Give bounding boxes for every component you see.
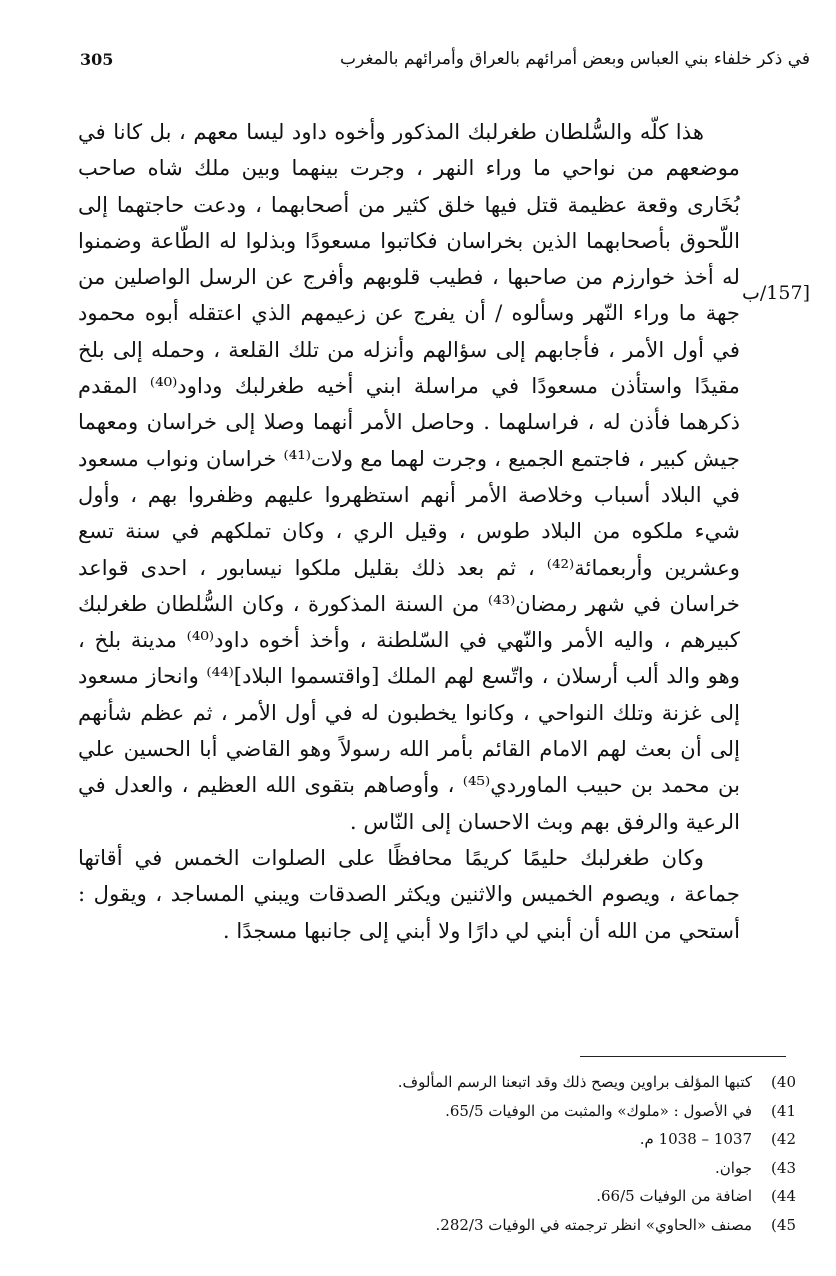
footnotes [120,1068,796,1239]
footnote-divider [580,1056,786,1057]
footnote-number: (40 [771,1073,796,1091]
footnote-number: (43 [771,1158,796,1177]
footnote-number: (45 [771,1215,796,1234]
page-number: 305 [80,49,114,69]
footnote [120,1154,796,1183]
footnote-number: (41 [771,1101,796,1120]
footnote-text: 1037 – 1038 م. [639,1130,752,1148]
footnote-number: (44 [771,1187,796,1205]
paragraph: هذا كلّه والسُّلطان طغرلبك المذكور وأخوه داود ليسا معهم ، بل كانا في موضعهم من نواحي ما وراء النهر ، وجرت بينهما وبين ملك شاه صاحب بُخَارى وقعة عظيمة قتل فيها خلق كثير من أصحابهما ، ودعت حاجتهما إلى اللّحوق بأصحابهما الذين بخراسان فكاتبوا مسعودًا وبذلوا له الطّاعة وضمنوا له أخذ خوارزم من صاحبها ، فطيب قلوبهم وأفرج عن الرسل الواصلين من جهة ما وراء النّهر وسألوه / أن يفرج عن زعيمهم الذي اعتقله أبوه محمود في أول الأمر ، فأجابهم إلى سؤالهم وأنزله من تلك القلعة ، وحمله إلى بلخ مقيدًا واستأذن مسعودًا في مراسلة ابني أخيه طغرلبك وداود⁽⁴⁰⁾ المقدم ذكرهما فأذن له ، فراسلهما . وحاصل الأمر أنهما وصلا إلى خراسان ومعهما جيش كبير ، فاجتمع الجميع ، وجرت لهما مع ولات⁽⁴¹⁾ خراسان ونواب مسعود في البلاد أسباب وخلاصة الأمر أنهم استظهروا عليهم وظفروا بهم ، وأول شيء ملكوه من البلاد طوس ، وقيل الري ، وكان تملكهم في سنة تسع وعشرين وأربعمائة⁽⁴²⁾ ، ثم بعد ذلك بقليل ملكوا نيسابور ، احدى قواعد خراسان في شهر رمضان⁽⁴³⁾ من السنة المذكورة ، وكان السُّلطان طغرلبك كبيرهم ، واليه الأمر والنّهي في السّلطنة ، وأخذ أخوه داود⁽⁴⁰⁾ مدينة بلخ ، وهو والد ألب أرسلان ، واتّسع لهم الملك [واقتسموا البلاد]⁽⁴⁴⁾ وانحاز مسعود إلى غزنة وتلك النواحي ، وكانوا يخطبون له في أول الأمر ، ثم عظم شأنهم إلى أن بعث لهم الامام القائم بأمر الله رسولاً وهو القاضي أبا الحسين علي بن محمد بن حبيب الماوردي⁽⁴⁵⁾ ، وأوصاهم بتقوى الله العظيم ، والعدل في الرعية والرفق بهم وبث الاحسان إلى النّاس . [78,119,741,834]
paragraph: وكان طغرلبك حليمًا كريمًا محافظًا على الصلوات الخمس في أقاتها جماعة ، ويصوم الخميس والاثنين ويكثر الصدقات ويبني المساجد ، ويقول : أستحي من الله أن أبني لي دارًا ولا أبني إلى جانبها مسجدًا . [78,844,740,943]
footnote [120,1182,796,1211]
footnote [120,1125,796,1154]
footnote-text: في الأصول : «ملوك» والمثبت من الوفيات 65/5. [445,1101,752,1120]
footnote-text: مصنف «الحاوي» انظر ترجمته في الوفيات 282/3. [435,1215,752,1234]
footnote [120,1211,796,1240]
footnote-text: جوان. [715,1158,752,1177]
footnote [120,1097,796,1126]
main-text [78,114,740,949]
footnote-text: اضافة من الوفيات 66/5. [596,1187,752,1205]
running-head [80,42,810,76]
running-title: في ذكر خلفاء بني العباس وبعض أمرائهم بالعراق وأمرائهم بالمغرب [340,49,810,69]
footnote-number: (42 [771,1130,796,1148]
manuscript-folio-marker: [157/ب [742,282,810,304]
footnote-text: كتبها المؤلف براوين ويصح ذلك وقد اتبعنا الرسم المألوف. [397,1073,752,1091]
footnote [120,1068,796,1097]
